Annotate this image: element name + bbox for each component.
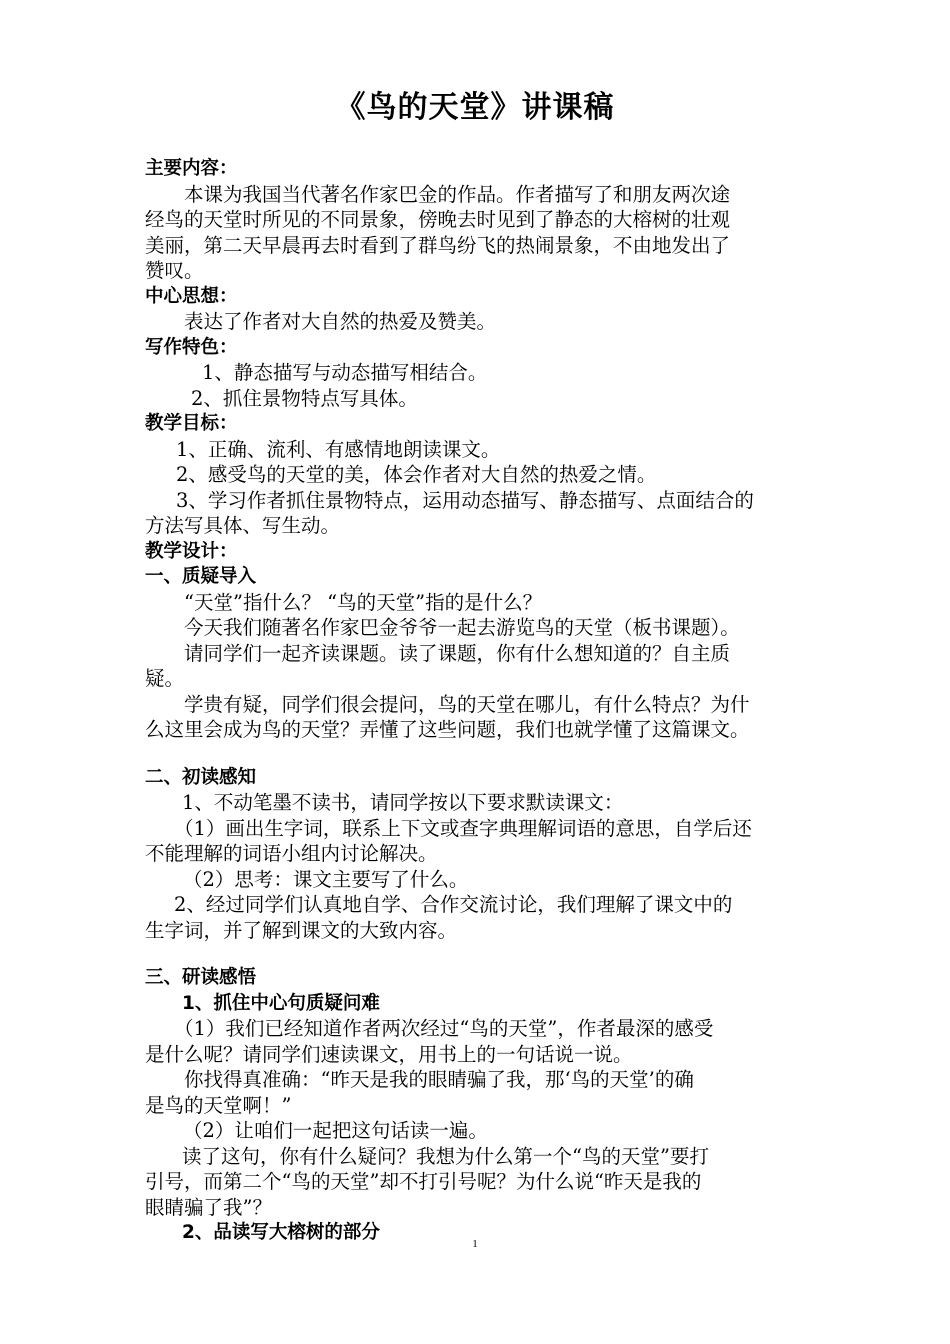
blank-line — [145, 743, 817, 765]
paragraph-line: 请同学们一起齐读课题。读了课题，你有什么想知道的？自主质 — [184, 641, 731, 665]
paragraph-line: （2）让咱们一起把这句话读一遍。 — [183, 1119, 488, 1142]
paragraph-line: 2、感受鸟的天堂的美，体会作者对大自然的热爱之情。 — [176, 463, 657, 486]
paragraph-line: 本课为我国当代著名作家巴金的作品。作者描写了和朋友两次途 — [184, 182, 731, 206]
paragraph-line: （1）画出生字词，联系上下文或查字典理解词语的意思，自学后还 — [174, 816, 752, 840]
paragraph-line: 2、经过同学们认真地自学、合作交流讨论，我们理解了课文中的 — [174, 893, 733, 916]
section-heading: 主要内容： — [145, 158, 238, 179]
paragraph-line: 么这里会成为鸟的天堂？弄懂了这些问题，我们也就学懂了这篇课文。 — [145, 718, 750, 741]
paragraph-line: 表达了作者对大自然的热爱及赞美。 — [184, 310, 497, 333]
paragraph-line: 经鸟的天堂时所见的不同景象，傍晚去时见到了静态的大榕树的壮观 — [145, 208, 731, 231]
section-heading: 一、质疑导入 — [145, 566, 257, 587]
paragraph-line: 生字词，并了解到课文的大致内容。 — [145, 918, 458, 942]
paragraph-line: （2）思考：课文主要写了什么。 — [183, 867, 469, 891]
page-number: 1 — [472, 1238, 478, 1250]
paragraph-line: 引号，而第二个“鸟的天堂”却不打引号呢？为什么说“昨天是我的 — [145, 1170, 702, 1193]
paragraph-line: 今天我们随著名作家巴金爷爷一起去游览鸟的天堂（板书课题）。 — [184, 616, 740, 639]
section-heading: 写作特色： — [145, 336, 238, 358]
paragraph-line: 学贵有疑，同学们很会提问，鸟的天堂在哪儿，有什么特点？为什 — [184, 692, 750, 716]
paragraph-line: “天堂”指什么？ “鸟的天堂”指的是什么？ — [184, 590, 543, 614]
paragraph-line: 1、不动笔墨不读书，请同学按以下要求默读课文： — [182, 791, 624, 814]
section-heading: 教学目标： — [145, 413, 238, 434]
section-heading: 1、抓住中心句质疑问难 — [182, 992, 380, 1014]
paragraph-line: 是什么呢？请同学们速读课文，用书上的一句话说一说。 — [145, 1042, 633, 1066]
paragraph-line: 美丽，第二天早晨再去时看到了群鸟纷飞的热闹景象，不由地发出了 — [145, 233, 731, 257]
section-heading: 二、初读感知 — [145, 766, 257, 788]
document-title: 《鸟的天堂》讲课稿 — [335, 90, 615, 125]
paragraph-line: 赞叹。 — [145, 259, 204, 282]
paragraph-line: 读了这句，你有什么疑问？我想为什么第一个“鸟的天堂”要打 — [182, 1144, 709, 1168]
paragraph-line: 疑。 — [145, 667, 185, 690]
blank-line — [145, 943, 817, 965]
paragraph-line: （1）我们已经知道作者两次经过“鸟的天堂”，作者最深的感受 — [174, 1017, 714, 1040]
document-body — [145, 156, 817, 1246]
paragraph-line: 1、静态描写与动态描写相结合。 — [202, 361, 488, 384]
section-heading: 三、研读感悟 — [145, 967, 257, 988]
paragraph-line: 是鸟的天堂啊！” — [145, 1093, 292, 1117]
paragraph-line: 你找得真准确：“昨天是我的眼睛骗了我，那‘鸟的天堂’的确 — [184, 1068, 694, 1091]
section-heading: 2、品读写大榕树的部分 — [182, 1222, 380, 1243]
section-heading: 中心思想： — [145, 285, 238, 307]
paragraph-line: 眼睛骗了我”？ — [145, 1195, 272, 1219]
section-heading: 教学设计： — [145, 540, 238, 562]
paragraph-line: 2、抓住景物特点写具体。 — [191, 386, 418, 410]
paragraph-line: 方法写具体、写生动。 — [145, 514, 341, 537]
paragraph-line: 3、学习作者抓住景物特点，运用动态描写、静态描写、点面结合的 — [176, 488, 754, 512]
paragraph-line: 不能理解的词语小组内讨论解决。 — [145, 842, 438, 865]
paragraph-line: 1、正确、流利、有感情地朗读课文。 — [176, 437, 501, 461]
